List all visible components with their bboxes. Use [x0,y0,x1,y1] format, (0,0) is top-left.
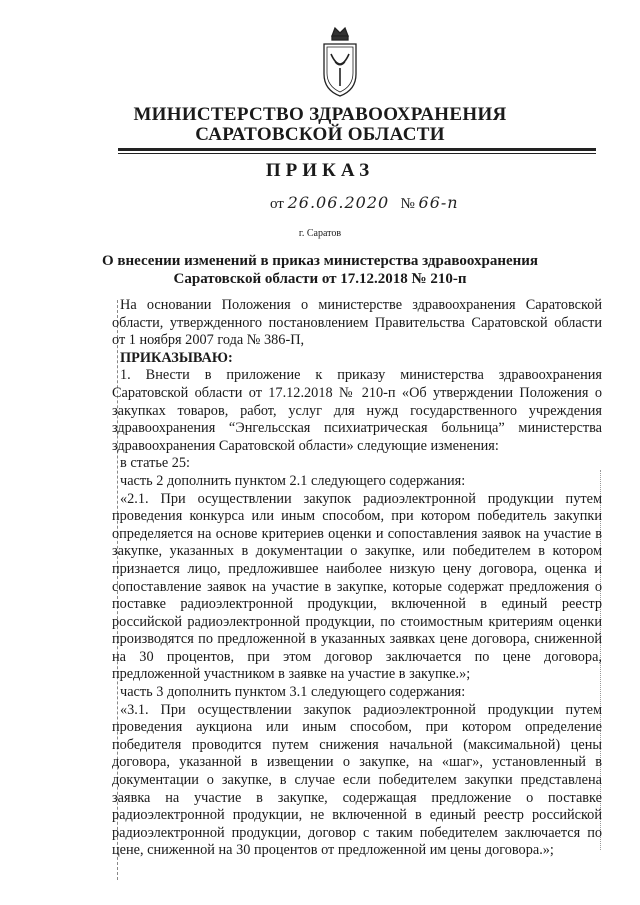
paragraph-part-2: часть 2 дополнить пунктом 2.1 следующего содержания: [120,472,466,489]
paragraph-order-word: ПРИКАЗЫВАЮ: [120,349,233,366]
header-divider-thin [118,153,596,154]
paragraph-item-1: 1. Внести в приложение к приказу министерства здравоохранения Саратовской области от 17.12.2018 № 210-п «Об утверждении Положения о закупках товаров, работ, услуг для нужд государственного учреждения здравоохранения “Энгельсская психиатрическая больница” министерства здравоохранения Саратовской области» следующие изменения: [112,367,602,454]
order-title: ПРИКАЗ [265,160,375,181]
order-date-number [270,193,459,213]
ministry-name-line2: САРАТОВСКОЙ ОБЛАСТИ [195,124,445,145]
paragraph-clause-3-1: «3.1. При осуществлении закупок радиоэлектронной продукции путем проведения аукциона или иным способом, при котором определение победителя проводится путем снижения начальной (максимальной) цены договора, указанной в извещении о закупке, на «шаг», установленный в документации о закупке, в случае если победителем закупки представлена заявка на участие в закупке, содержащая предложение о поставке радиоэлектронной продукции, не включенной в единый реестр российской радиоэлектронной продукции, договор с таким победителем заключается по цене, сниженной на 30 процентов от предложенной им цены договора.»; [112,701,602,859]
paragraph-basis: На основании Положения о министерстве здравоохранения Саратовской области, утвержденного постановлением Правительства Саратовской области от 1 ноября 2007 года № 386-П, [112,297,602,349]
number-prefix: № [400,196,415,212]
header-divider-thick [118,148,596,151]
subject-line2: Саратовской области от 17.12.2018 № 210-п [173,271,467,287]
paragraph-part-3: часть 3 дополнить пунктом 3.1 следующего содержания: [120,684,466,701]
date-prefix: от [270,196,284,212]
ministry-name-line1: МИНИСТЕРСТВО ЗДРАВООХРАНЕНИЯ [133,104,507,125]
paragraph-article-25: в статье 25: [120,455,191,472]
city-label: г. Саратов [298,228,342,239]
handwritten-number: 66-п [418,193,459,212]
subject-line1: О внесении изменений в приказ министерства здравоохранения [101,253,539,269]
coat-of-arms-icon [318,22,362,98]
paragraph-clause-2-1: «2.1. При осуществлении закупок радиоэлектронной продукции путем проведения конкурса или иным способом, при котором победитель закупки определяется на основе критериев оценки и сопоставления заявок на участие в закупке, указанных в документации о закупке, или победителем в котором признается лицо, предложившее наиболее низкую цену договора, оценка и сопоставление заявок на участие в закупке, которые содержат предложения о поставке радиоэлектронной продукции, включенной в единый реестр российской радиоэлектронной продукции, по стоимостным критериям оценки производятся по предложенной в указанных заявках цене договора, сниженной на 30 процентов, при этом договор заключается по цене договора, предложенной участником в заявке на участие в закупке.»; [112,490,602,683]
document-body [112,297,602,860]
handwritten-date: 26.06.2020 [287,193,390,212]
